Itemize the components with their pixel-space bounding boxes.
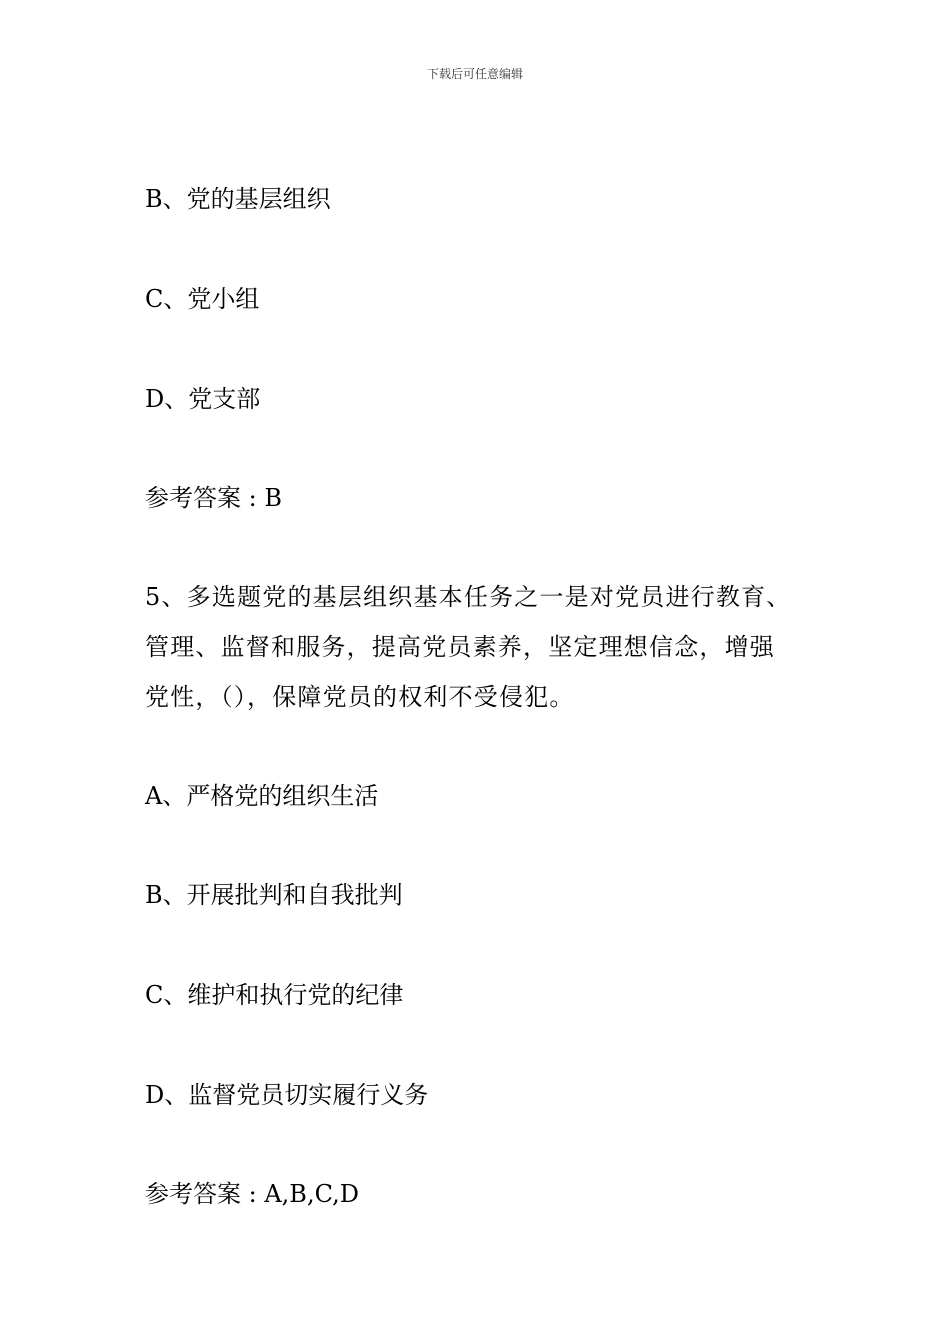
q5-option-b: B、开展批判和自我批判: [145, 881, 403, 909]
q4-answer: 参考答案 : B: [145, 484, 282, 512]
q4-option-d: D、党支部: [145, 385, 261, 413]
q5-option-a: A、严格党的组织生活: [145, 782, 379, 810]
q5-stem-line-2: 管理、监督和服务，提高党员素养，坚定理想信念，增强: [145, 633, 775, 661]
q4-option-b: B、党的基层组织: [145, 185, 331, 213]
q5-stem-line-1: 5、多选题党的基层组织基本任务之一是对党员进行教育、: [145, 583, 792, 611]
q5-stem-line-3: 党性，（），保障党员的权利不受侵犯。: [145, 683, 575, 711]
q5-answer: 参考答案 : A,B,C,D: [145, 1180, 359, 1208]
q4-option-c: C、党小组: [145, 285, 260, 313]
page-header: 下载后可任意编辑: [426, 67, 523, 81]
q5-option-d: D、监督党员切实履行义务: [145, 1081, 429, 1109]
q5-option-c: C、维护和执行党的纪律: [145, 981, 404, 1009]
